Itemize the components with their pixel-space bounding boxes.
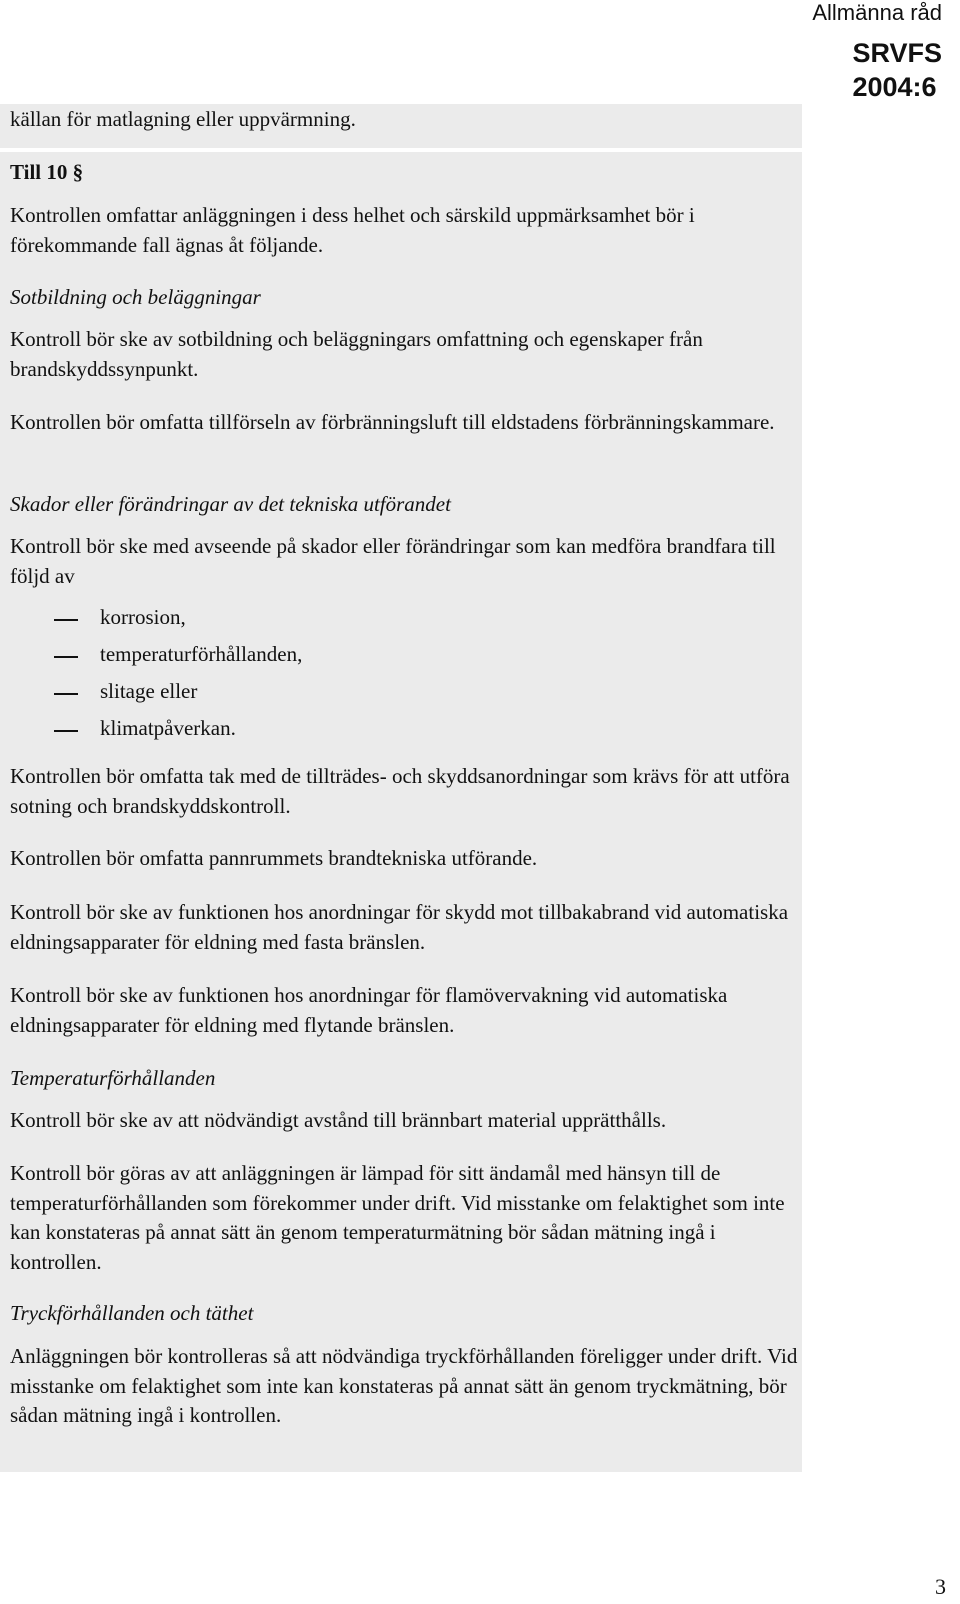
header-label: Allmänna råd [812, 0, 942, 25]
list-dash [54, 619, 78, 621]
section-heading: Till 10 § [10, 160, 84, 184]
list-dash [54, 693, 78, 695]
heading-sotbildning: Sotbildning och beläggningar [10, 285, 261, 309]
list-item: temperaturförhållanden, [100, 642, 303, 666]
list-dash [54, 656, 78, 658]
intro-text: källan för matlagning eller uppvärmning. [10, 107, 356, 131]
list-item: slitage eller [100, 679, 198, 703]
heading-temperatur: Temperaturförhållanden [10, 1066, 216, 1090]
paragraph-tak: Kontrollen bör omfatta tak med de tillträdes- och skyddsanordningar som krävs för att utföra sotning och brandskyddskontroll. [10, 764, 790, 818]
document-code [852, 36, 942, 104]
list-dash [54, 730, 78, 732]
list-item: korrosion, [100, 605, 186, 629]
paragraph-tillbakabrand: Kontroll bör ske av funktionen hos anordningar för skydd mot tillbakabrand vid automatiska eldningsapparater för eldning med fasta bränslen. [10, 900, 789, 954]
list-item: klimatpåverkan. [100, 716, 236, 740]
paragraph-temperatur-1: Kontroll bör ske av att nödvändigt avstånd till brännbart material upprätthålls. [10, 1108, 667, 1132]
paragraph-flamovervakning: Kontroll bör ske av funktionen hos anordningar för flamövervakning vid automatiska eldningsapparater för eldning med flytande bränslen. [10, 983, 728, 1037]
paragraph-sotbildning-2: Kontrollen bör omfatta tillförseln av förbränningsluft till eldstadens förbränningskammare. [10, 410, 775, 434]
heading-skador: Skador eller förändringar av det tekniska utförandet [10, 492, 451, 516]
paragraph-sotbildning-1: Kontroll bör ske av sotbildning och beläggningars omfattning och egenskaper från brandskyddssynpunkt. [10, 327, 703, 381]
document-code-series: SRVFS [852, 38, 942, 68]
heading-tryck: Tryckförhållanden och täthet [10, 1301, 254, 1325]
paragraph-temperatur-2: Kontroll bör göras av att anläggningen är lämpad för sitt ändamål med hänsyn till de temperaturförhållanden som förekommer under drift. Vid misstanke om felaktighet som inte kan konstateras på annat sätt än genom temperaturmätning bör sådan mätning ingå i kontrollen. [10, 1161, 785, 1274]
paragraph-scope: Kontrollen omfattar anläggningen i dess helhet och särskild uppmärksamhet bör i förekommande fall ägnas åt följande. [10, 203, 695, 257]
document-code-number: 2004:6 [852, 72, 937, 102]
page-number: 3 [935, 1574, 946, 1599]
paragraph-tryck: Anläggningen bör kontrolleras så att nödvändiga tryckförhållanden föreligger under drift. Vid misstanke om felaktighet som inte kan konstateras på annat sätt än genom tryckmätning, bör sådan mätning ingå i kontrollen. [10, 1344, 798, 1427]
paragraph-skador: Kontroll bör ske med avseende på skador eller förändringar som kan medföra brandfara till följd av [10, 534, 776, 588]
paragraph-pannrum: Kontrollen bör omfatta pannrummets brandtekniska utförande. [10, 846, 538, 870]
